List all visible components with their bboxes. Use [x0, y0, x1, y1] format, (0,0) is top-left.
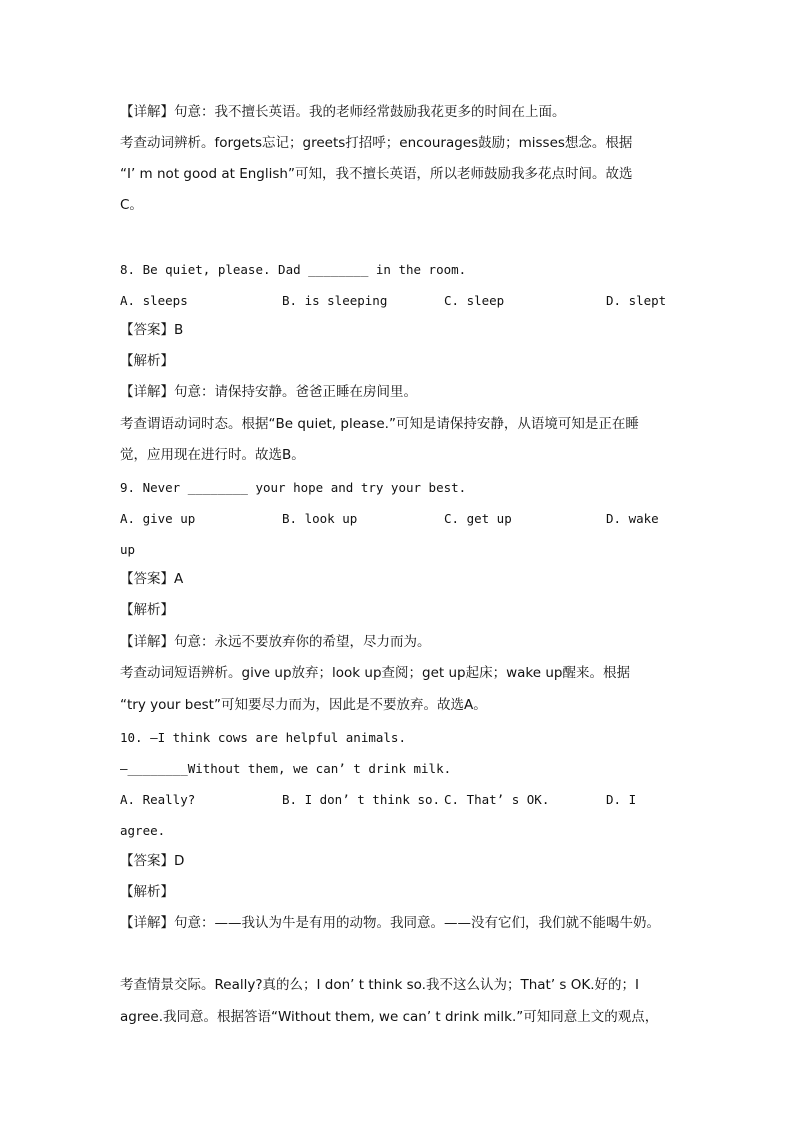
- q9-option-b: B. look up: [282, 511, 358, 526]
- q9-option-d-wrap: up: [120, 542, 136, 557]
- q8-answer: 【答案】B: [120, 322, 184, 338]
- q8-stem: 8. Be quiet, please. Dad ________ in the room.: [120, 262, 467, 277]
- q9-detail: 【详解】句意：永远不要放弃你的希望，尽力而为。: [120, 634, 431, 650]
- q8-analysis-line-1: 考查谓语动词时态。根据“Be quiet, please.”可知是请保持安静，从语境可知是正在睡: [120, 416, 639, 432]
- q9-option-d: D. wake: [606, 511, 659, 526]
- q9-analysis-line-1: 考查动词短语辨析。give up放弃；look up查阅；get up起床；wake up醒来。根据: [120, 665, 630, 681]
- q9-analysis-line-2: “try your best”可知要尽力而为，因此是不要放弃。故选A。: [120, 697, 487, 713]
- q7-detail: 【详解】句意：我不擅长英语。我的老师经常鼓励我花更多的时间在上面。: [120, 104, 566, 120]
- q8-detail: 【详解】句意：请保持安静。爸爸正睡在房间里。: [120, 384, 417, 400]
- q10-answer: 【答案】D: [120, 853, 185, 869]
- q7-analysis-line-3: C。: [120, 197, 143, 213]
- q10-analysis-line-2: agree.我同意。根据答语“Without them, we can’ t drink milk.”可知同意上文的观点，: [120, 1009, 659, 1025]
- q9-stem: 9. Never ________ your hope and try your best.: [120, 480, 467, 495]
- q9-option-c: C. get up: [444, 511, 512, 526]
- q7-analysis-line-1: 考查动词辨析。forgets忘记；greets打招呼；encourages鼓励；misses想念。根据: [120, 135, 633, 151]
- q8-analysis-line-2: 觉，应用现在进行时。故选B。: [120, 447, 305, 463]
- q9-answer: 【答案】A: [120, 571, 184, 587]
- q8-option-c: C. sleep: [444, 293, 505, 308]
- q10-stem-line-1: 10. —I think cows are helpful animals.: [120, 730, 406, 745]
- q10-option-b: B. I don’ t think so.: [282, 792, 441, 807]
- q10-analysis-label: 【解析】: [120, 884, 174, 900]
- q10-detail: 【详解】句意：——我认为牛是有用的动物。我同意。——没有它们，我们就不能喝牛奶。: [120, 915, 660, 931]
- q10-option-a: A. Really?: [120, 792, 196, 807]
- q8-option-b: B. is sleeping: [282, 293, 388, 308]
- q10-analysis-line-1: 考查情景交际。Really?真的么；I don’ t think so.我不这么认为；That’ s OK.好的；I: [120, 977, 639, 993]
- q10-option-d: D. I: [606, 792, 637, 807]
- q8-analysis-label: 【解析】: [120, 353, 174, 369]
- q8-option-d: D. slept: [606, 293, 667, 308]
- q9-analysis-label: 【解析】: [120, 602, 174, 618]
- q10-option-c: C. That’ s OK.: [444, 792, 550, 807]
- q10-stem-line-2: —________Without them, we can’ t drink milk.: [120, 761, 452, 776]
- q10-option-d-wrap: agree.: [120, 823, 166, 838]
- q9-option-a: A. give up: [120, 511, 196, 526]
- q7-analysis-line-2: “I’ m not good at English”可知，我不擅长英语，所以老师鼓励我多花点时间。故选: [120, 166, 633, 182]
- q8-option-a: A. sleeps: [120, 293, 188, 308]
